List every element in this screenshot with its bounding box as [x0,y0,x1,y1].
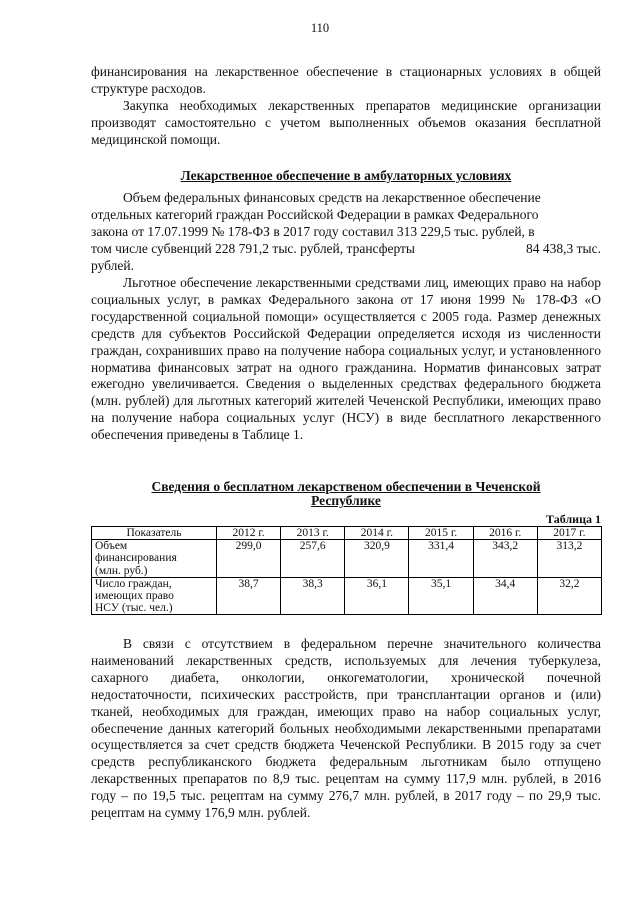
row-label-line: НСУ (тыс. чел.) [95,602,173,615]
header-indicator: Показатель [92,527,217,540]
benefits-paragraph-block [91,275,601,444]
row-label-citizens [92,577,217,615]
row-label-line: Число граждан, [95,577,172,590]
benefits-paragraph: Льготное обеспечение лекарственными средствами лиц, имеющих право на набор социальных услуг, в рамках Федерального закона от 17 июня 1999 № 178-ФЗ «О государственной социальной помощи» осуществляется с 2005 года. Размер денежных средств для субъектов Российской Федерации определяется исходя из численности граждан, сохранивших право на получение набора социальных услуг, и установленного норматива финансовых затрат на одного гражданина. Норматив финансовых затрат ежегодно увеличивается. Сведения о выделенных средствах федерального бюджета (млн. рублей) для льготных категорий жителей Чеченской Республики, имеющих право на получение набора социальных услуг (НСУ) в виде бесплатного лекарственного обеспечения приведены в Таблице 1. [91,275,601,443]
table-cell: 38,3 [281,577,345,615]
table-cell: 299,0 [217,540,281,578]
table-caption: Таблица 1 [546,512,601,526]
page-number: 110 [310,21,330,35]
table-title-line-2: Республике [311,493,381,508]
header-year: 2014 г. [345,527,409,540]
table-cell: 35,1 [409,577,473,615]
funding-subventions: том числе субвенций 228 791,2 тыс. рублей, трансферты [91,240,415,256]
regional-paragraph-block [91,636,601,822]
funding-line-3: закона от 17.07.1999 № 178-ФЗ в 2017 году составил 313 229,5 тыс. рублей, в [91,223,535,239]
table-cell: 257,6 [281,540,345,578]
table-header-row [92,527,602,540]
intro-block [91,64,601,149]
table-cell: 320,9 [345,540,409,578]
funding-line-4 [91,241,601,258]
funding-transfers-amount: 84 438,3 тыс. [526,240,601,256]
header-year: 2017 г. [537,527,601,540]
table-cell: 313,2 [537,540,601,578]
header-year: 2016 г. [473,527,537,540]
funding-line-2: отдельных категорий граждан Российской Федерации в рамках Федерального [91,206,539,222]
funding-line-1: Объем федеральных финансовых средств на лекарственное обеспечение [123,190,541,205]
section-heading: Лекарственное обеспечение в амбулаторных условиях [180,168,512,183]
table-cell: 32,2 [537,577,601,615]
row-label-line: Объем [95,540,128,553]
row-label-line: имеющих право [95,590,174,603]
table-title-line-1: Сведения о бесплатном лекарственом обеспечении в Чеченской [151,479,541,494]
row-label-line: финансирования [95,552,177,565]
table-cell: 331,4 [409,540,473,578]
regional-paragraph: В связи с отсутствием в федеральном перечне значительного количества наименований лекарственных средств, используемых для лечения туберкулеза, сахарного диабета, онкологии, онкогематологии, хронической почечной недостаточности, психических расстройств, при трансплантации органов и (или) тканей, необходимых для граждан, имеющих право на набор социальных услуг, обеспечение данных категорий больных необходимыми лекарственными препаратами осуществляется за счет средств бюджета Чеченской Республики. В 2015 году за счет средств республиканского бюджета федеральным льготникам было отпущено лекарственных препаратов по 8,9 тыс. рецептам на сумму 117,9 млн. рублей, в 2016 году – по 19,5 тыс. рецептам на сумму 276,7 млн. рублей, в 2017 году – по 29,9 тыс. рецептам на сумму 176,9 млн. рублей. [91,636,601,821]
funding-line-5: рублей. [91,257,135,273]
row-label-funding [92,540,217,578]
header-year: 2015 г. [409,527,473,540]
row-label-line: (млн. руб.) [95,564,148,577]
funding-paragraph [91,190,601,275]
drug-supply-table [91,526,602,615]
table-cell: 38,7 [217,577,281,615]
table-cell: 343,2 [473,540,537,578]
table-cell: 36,1 [345,577,409,615]
table-title [91,480,601,508]
table-row [92,577,602,615]
header-year: 2012 г. [217,527,281,540]
table-cell: 34,4 [473,577,537,615]
paragraph-structure: финансирования на лекарственное обеспечение в стационарных условиях в общей структуре расходов. [91,64,601,96]
table-row [92,540,602,578]
paragraph-procurement: Закупка необходимых лекарственных препаратов медицинские организации производят самостоятельно с учетом выполненных объемов оказания бесплатной медицинской помощи. [91,97,601,147]
header-year: 2013 г. [281,527,345,540]
